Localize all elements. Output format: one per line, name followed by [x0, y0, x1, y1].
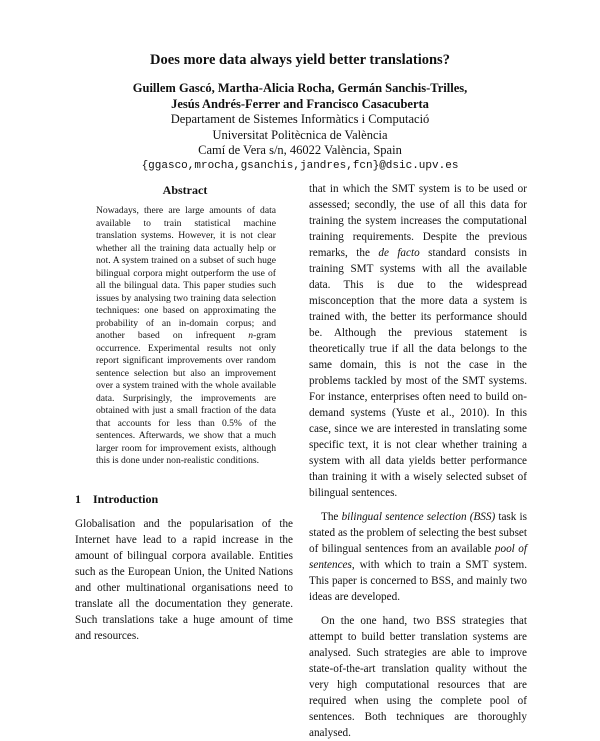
abstract-heading: Abstract — [162, 183, 208, 197]
right-p2-italic-2: pool of sentences — [309, 543, 528, 571]
authors-line-1: Guillem Gascó, Martha-Alicia Rocha, Germán Sanchis-Trilles, — [132, 81, 468, 95]
right-paragraph-1 — [309, 181, 527, 501]
affiliation — [0, 112, 600, 174]
right-paragraph-2 — [309, 509, 527, 605]
abstract-text-part-a: Nowadays, there are large amounts of data available to train statistical machine translation systems. However, it is not clear whether all the training data actually help or not. A system trained on a subset of such huge bilingual corpora might outperform the use of all the bilingual data. This paper studies such issues by analysing two training data selection techniques: one based on approximating the probability of an in-domain corpus; and another based on infrequent — [96, 205, 276, 341]
affiliation-university: Universitat Politècnica de València — [212, 127, 388, 142]
right-p2-part-a: The — [321, 511, 342, 523]
right-p1-part-a: that in which the SMT system is to be used or assessed; secondly, the use of all this data for training the system increases the computational training requirements. Despite the previous remarks, the — [309, 183, 527, 259]
right-p1-part-b: standard consists in training SMT systems with all the available data. This is due to the widespread misconception that the more data a system is trained with, the better its performance should be. Although the previous statement is theoretically true if all the data belongs to the same domain, this is not the case in the problems tackled by most of the SMT systems. For instance, enterprises often need to build on-demand systems (Yuste et al., 2010). In this case, since we are interested in translating some specific text, it is not clear whether training a system with all data yields better performance than training it with a wisely selected subset of bilingual sentences. — [309, 247, 527, 499]
right-p2-part-b: task is stated as the problem of selecting the best subset of bilingual sentences from an available — [309, 511, 527, 555]
section-title: Introduction — [93, 492, 159, 506]
right-p2-italic-1: bilingual sentence selection (BSS) — [341, 511, 496, 523]
paper-title: Does more data always yield better translations? — [150, 52, 450, 68]
section-heading-introduction — [75, 492, 158, 507]
author-list — [0, 81, 600, 112]
abstract-n-italic: n — [248, 330, 254, 341]
intro-paragraph: Globalisation and the popularisation of the Internet have lead to a rapid increase in the amount of bilingual corpora available. Entities such as the European Union, the United Nations and other multinational organisations need to translate all the documentation they generate. Such translations take a huge amount of time and resources. — [75, 518, 293, 642]
section-number: 1 — [75, 492, 81, 506]
right-p2-part-c: , with which to train a SMT system. This paper is concerned to BSS, and mainly two ideas are developed. — [309, 559, 527, 603]
authors-line-2: Jesús Andrés-Ferrer and Francisco Casacuberta — [171, 96, 429, 111]
author-emails: {ggasco,mrocha,gsanchis,jandres,fcn}@dsic.upv.es — [141, 159, 459, 172]
abstract-text — [96, 205, 276, 468]
affiliation-address: Camí de Vera s/n, 46022 València, Spain — [198, 143, 402, 157]
right-paragraph-3: On the one hand, two BSS strategies that attempt to build better translation systems are analysed. Such strategies are able to improve state-of-the-art translation quality without the very high computational resources that are required when using the complete pool of sentences. Both techniques are thoroughly analysed. — [309, 615, 527, 739]
affiliation-department: Departament de Sistemes Informàtics i Computació — [170, 112, 430, 126]
left-column-body — [75, 516, 293, 642]
abstract-text-part-b: -gram occurrence. Experimental results not only report significant improvements over random sentence selection but also an improvement over a system trained with the whole available data. Surprisingly, the improvements are obtained with just a small fraction of the data that accounts for less than 0.5% of the sentences. Afterwards, we show that a much larger room for improvement exists, although this is done under non-realistic conditions. — [96, 330, 276, 466]
right-column-body — [309, 181, 528, 739]
right-p1-italic: de facto — [378, 247, 420, 259]
